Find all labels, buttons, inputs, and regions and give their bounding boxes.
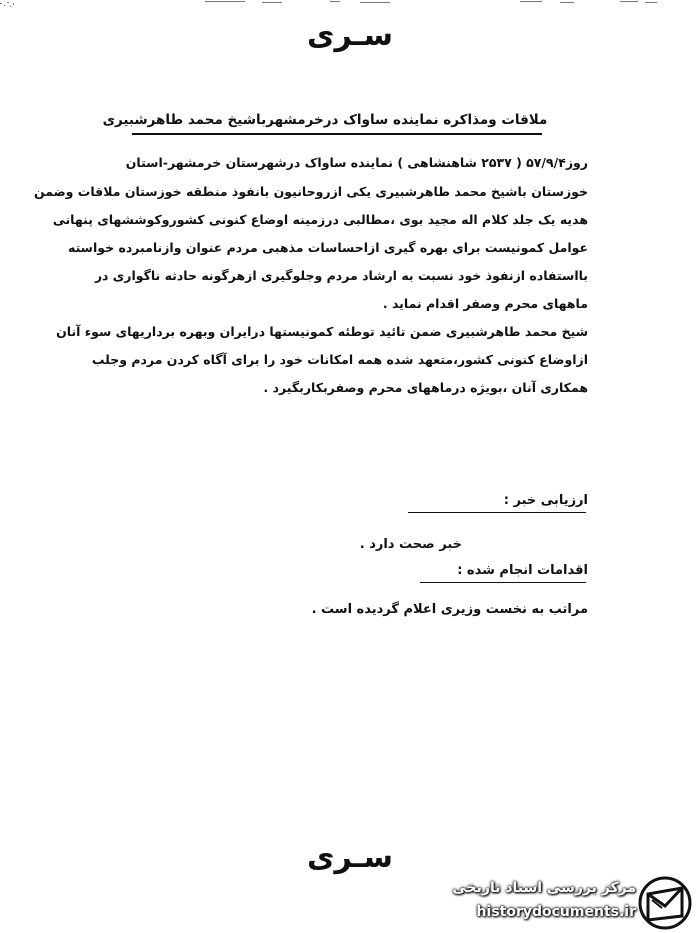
paragraph-line: شیخ محمد طاهرشبیری ضمن تائید توطئه کمونیستها درایران وبهره برداریهای سوء آنان xyxy=(56,324,588,339)
paragraph-line: همکاری آنان ،بویژه درماههای محرم وصفربکاربگیرد . xyxy=(263,380,588,395)
evaluation-underline xyxy=(408,512,586,513)
watermark xyxy=(418,872,700,933)
paragraph-line: بااستفاده ازنفوذ خود نسبت به ارشاد مردم وجلوگیری ازهرگونه حادثه ناگواری در xyxy=(94,268,588,283)
actions-value: مراتب به نخست وزیری اعلام گردیده است . xyxy=(311,602,588,617)
paragraph-line: عوامل کمونیست برای بهره گیری ازاحساسات مذهبی مردم عنوان وازنامبرده خواسته xyxy=(67,240,588,255)
classification-footer: سـری xyxy=(307,840,393,875)
classification-header: سـری xyxy=(307,18,393,53)
paragraph-line: ازاوضاع کنونی کشور،متعهد شده همه امکانات خود را برای آگاه کردن مردم وجلب xyxy=(91,352,588,367)
archive-logo-icon xyxy=(638,876,692,930)
scan-noise xyxy=(0,0,700,14)
title-underline xyxy=(132,133,542,135)
document-title: ملاقات ومذاکره نماینده ساواک درخرمشهرباشیخ محمد طاهرشبیری xyxy=(102,112,548,128)
paragraph-line: خوزستان باشیخ محمد طاهرشبیری یکی ازروحانیون بانفوذ منطقه خوزستان ملاقات وضمن xyxy=(33,184,588,199)
evaluation-label: ارزیابی خبر : xyxy=(503,493,588,508)
paragraph-line: ماههای محرم وصفر اقدام نماید . xyxy=(382,296,588,311)
actions-label: اقدامات انجام شده : xyxy=(457,563,588,578)
watermark-website: historydocuments.ir xyxy=(476,904,636,920)
paragraph-line: روز۵۷/۹/۴ ( ۲۵۳۷ شاهنشاهی ) نماینده ساواک درشهرستان خرمشهر-استان xyxy=(125,155,588,170)
evaluation-value: خبر صحت دارد . xyxy=(359,537,462,552)
paragraph-line: هدیه یک جلد کلام اله مجید بوی ،مطالبی درزمینه اوضاع کنونی کشوروکوششهای پنهانی xyxy=(52,212,588,227)
actions-underline xyxy=(420,582,586,583)
watermark-org-name: مرکز بررسی اسناد تاریخی xyxy=(452,880,636,896)
